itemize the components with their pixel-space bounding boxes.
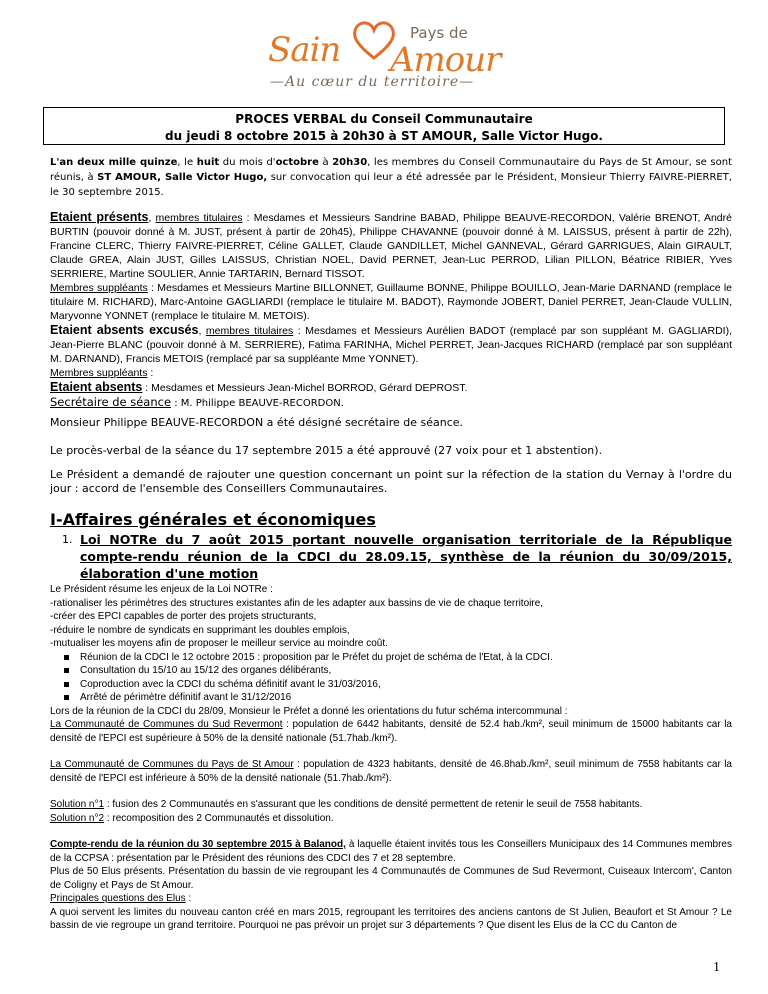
excused-supp-label: Membres suppléants [50, 367, 148, 379]
dash-item: -créer des EPCI capables de porter des projets structurants, [50, 611, 317, 622]
bullet-list [50, 651, 732, 705]
cdci-text: Lors de la réunion de la CDCI du 28/09, Monsieur le Préfet a donné les orientations du futur schéma intercommunal : [50, 705, 568, 717]
statement-approval: Le procès-verbal de la séance du 17 septembre 2015 a été approuvé (27 voix pour et 1 abstention). [50, 444, 603, 457]
intro-text: du mois d' [219, 157, 276, 168]
page-title: PROCES VERBAL du Conseil Communautaire [235, 112, 533, 126]
logo-brand-right: Amour [390, 40, 501, 80]
title-box [43, 107, 725, 145]
lead-text: Le Président résume les enjeux de la Loi NOTRe : [50, 584, 273, 595]
intro-day: huit [196, 157, 220, 168]
report-text: à laquelle étaient invités tous les Conseillers Municipaux des 14 Communes membres de la CCPSA : présentation par le Président des réunions des CDCI des 7 et 28 septembre. [50, 839, 732, 864]
excused-paragraph: Etaient absents excusés, membres titulaires : Mesdames et Messieurs Aurélien BADOT (remplacé par son suppléant M. GAGLIARDI), Jean-Pierre BLANC (pouvoir donné à M. SERRIERE), Fatima FARINHA, Michel PERRET, Jean-Jacques RICHARD (remplacé par son suppléant M. DARNAND), Francis METOIS (remplacé par sa suppléante Mme YONNET). [50, 323, 732, 365]
bullet-item: Consultation du 15/10 au 15/12 des organes délibérants, [80, 664, 732, 678]
solution-1-label: Solution n°1 [50, 799, 105, 810]
page-subtitle: du jeudi 8 octobre 2015 à 20h30 à ST AMOUR, Salle Victor Hugo. [165, 129, 603, 143]
absent-label: Etaient absents [50, 380, 143, 394]
solution-2-label: Solution n°2 [50, 812, 105, 824]
questions-label: Principales questions des Elus [50, 893, 186, 904]
excused-supp-paragraph [50, 366, 732, 380]
cc2-paragraph [50, 758, 732, 785]
intro-year: L'an deux mille quinze [50, 157, 178, 168]
secretary-paragraph [50, 395, 732, 411]
solution-1-text: : fusion des 2 Communautés en s'assurant que les conditions de densité permettent de retenir le seuil de 7558 habitants. [104, 799, 643, 810]
report-paragraph [50, 838, 732, 865]
bullet-item: Réunion de la CDCI le 12 octobre 2015 : proposition par le Préfet du projet de schéma de l'Etat, à la CDCI. [80, 651, 732, 665]
present-sub: membres titulaires [155, 212, 243, 224]
intro-text: , le [177, 157, 197, 168]
questions-colon: : [185, 893, 192, 904]
statement-agenda: Le Président a demandé de rajouter une question concernant un point sur la réfection de la station du Vernay à l'ordre du jour : accord de l'ensemble des Conseillers Communautaires. [50, 468, 732, 495]
dash-item: -mutualiser les moyens afin de proposer le meilleur service au moindre coût. [50, 638, 388, 649]
logo-pays-de: Pays de [410, 24, 468, 42]
absent-paragraph [50, 380, 732, 395]
logo [250, 16, 520, 96]
cc1-label: La Communauté de Communes du Sud Revermont [50, 719, 283, 730]
excused-supp-text: : [147, 367, 154, 379]
solution-1 [50, 798, 732, 812]
cc2-label: La Communauté de Communes du Pays de St Amour [50, 759, 294, 770]
intro-time: 20h30 [332, 157, 368, 168]
plus-text: Plus de 50 Elus présents. Présentation du bassin de vie regroupant les 4 Communautés de Communes de Sud Revermont, Cuiseaux Intercom', Canton de Coligny et Pays de St Amour. [50, 866, 732, 891]
agenda-item-1 [62, 531, 732, 582]
page-number: 1 [713, 960, 720, 975]
intro-paragraph [50, 155, 732, 200]
intro-text: , les membres du Conseil Communautaire du Pays de St Amour, se sont réunis, à [50, 157, 732, 183]
questions-heading [50, 892, 732, 906]
intro-text: à [318, 157, 333, 168]
statement-secretary: Monsieur Philippe BEAUVE-RECORDON a été désigné secrétaire de séance. [50, 416, 464, 429]
dash-item: -réduire le nombre de syndicats en supprimant les doubles emplois, [50, 624, 350, 636]
cc1-paragraph [50, 718, 732, 745]
secretary-label: Secrétaire de séance [50, 395, 172, 409]
solution-2 [50, 812, 732, 826]
excused-sub: membres titulaires [205, 325, 294, 337]
excused-text: : Mesdames et Messieurs Aurélien BADOT (remplacé par son suppléant M. GAGLIARDI), Jean-Pierre BLANC (pouvoir donné à M. SERRIERE), Fatima FARINHA, Michel PERRET, Jean-Jacques RICHARD (remplacé par son suppléant M. DARNAND), Francis METOIS (remplacé par sa suppléante Mme YONNET). [50, 325, 732, 365]
present-text: : Mesdames et Messieurs Sandrine BABAD, Philippe BEAUVE-RECORDON, Valérie BRENOT, André BURTIN (pouvoir donné à M. JUST, présent à partir de 20h45), Philippe CHAVANNE (pouvoir donné à M. LAISSUS, présent à partir de 22h), Francine CLERC, Thierry FAIVRE-PIERRET, Céline GALLET, Claude GANDILLET, Michel GANNEVAL, Gérard GARRIGUES, Alain GIRAULT, Claude GREA, Alain JUST, Gilles LAISSUS, Christian NOEL, David PERNET, Jean-Luc PERROD, Lilian PILLON, Béatrice RIBIER, Yves SERRIERE, Martine SOULIER, Annie TARTARIN, Bernard TISSOT. [50, 212, 732, 280]
supp-text: : Mesdames et Messieurs Martine BILLONNET, Guillaume BONNE, Philippe BOUILLO, Jean-Marie DARNAND (remplace le titulaire M. RICHARD), Marc-Antoine GAGLIARDI (remplace le titulaire M. BADOT), Raymonde JOBERT, Daniel PERRET, Jean-Claude VULLIN, Maryvonne YONNET (remplace le titulaire M. METOIS). [50, 282, 732, 322]
present-paragraph: Etaient présents, membres titulaires : Mesdames et Messieurs Sandrine BABAD, Philippe BEAUVE-RECORDON, Valérie BRENOT, André BURTIN (pouvoir donné à M. JUST, présent à partir de 20h45), Philippe CHAVANNE (pouvoir donné à M. LAISSUS, présent à partir de 22h), Francine CLERC, Thierry FAIVRE-PIERRET, Céline GALLET, Claude GANDILLET, Michel GANNEVAL, Gérard GARRIGUES, Alain GIRAULT, Claude GREA, Alain JUST, Gilles LAISSUS, Christian NOEL, David PERNET, Jean-Luc PERROD, Lilian PILLON, Béatrice RIBIER, Yves SERRIERE, Martine SOULIER, Annie TARTARIN, Bernard TISSOT. [50, 210, 732, 280]
supp-label: Membres suppléants [50, 282, 148, 294]
intro-text: sur convocation qui leur a été adressée par le Président, Monsieur Thierry FAIVRE-PIERRET, le 30 septembre 2015. [50, 172, 732, 198]
questions-text: A quoi servent les limites du nouveau canton créé en mars 2015, regroupant les territoires des anciens cantons de St Julien, Beaufort et St Amour ? Le bassin de vie regroupe un grand territoire. Pourquoi ne pas prévoir un projet sur 3 départements ? Que disent les Elus de la CC du Canton de [50, 906, 732, 931]
report-label: Compte-rendu de la réunion du 30 septembre 2015 à Balanod, [50, 839, 346, 850]
cc1-text: : population de 6442 habitants, densité de 52.4 hab./km², seuil minimum de 15000 habitants car la densité de l'EPCI est supérieure à 50% de la densité nationale (51.7hab./km²). [50, 719, 732, 744]
cc2-text: : population de 4323 habitants, densité de 46.8hab./km², seuil minimum de 7558 habitants car la densité de l'EPCI est inférieure à 50% de la densité nationale (51.7hab./km²). [50, 759, 732, 784]
bullet-item: Arrêté de périmètre définitif avant le 31/12/2016 [80, 691, 732, 705]
item-title: Loi NOTRe du 7 août 2015 portant nouvelle organisation territoriale de la République compte-rendu réunion de la CDCI du 28.09.15, synthèse de la réunion du 30/09/2015, élaboration d'une motion [80, 532, 732, 581]
logo-tagline: —Au cœur du territoire— [270, 74, 475, 90]
present-label: Etaient présents [50, 210, 149, 224]
intro-place: ST AMOUR, Salle Victor Hugo, [97, 172, 268, 183]
intro-month: octobre [275, 157, 319, 168]
dash-item: -rationaliser les périmètres des structures existantes afin de les adapter aux bassins de vie de chaque territoire, [50, 597, 544, 609]
solution-2-text: : recomposition des 2 Communautés et dissolution. [104, 812, 334, 824]
section-title: I-Affaires générales et économiques [50, 510, 376, 529]
attendance-block [50, 210, 732, 411]
body-block [50, 583, 732, 933]
secretary-text: : M. Philippe BEAUVE-RECORDON. [171, 398, 344, 409]
bullet-item: Coproduction avec la CDCI du schéma définitif avant le 31/03/2016, [80, 678, 732, 692]
supp-paragraph [50, 281, 732, 323]
item-number: 1. [62, 533, 73, 546]
logo-brand-left: Sain [268, 30, 341, 70]
absent-text: : Mesdames et Messieurs Jean-Michel BORROD, Gérard DEPROST. [142, 382, 468, 394]
excused-label: Etaient absents excusés [50, 323, 199, 337]
